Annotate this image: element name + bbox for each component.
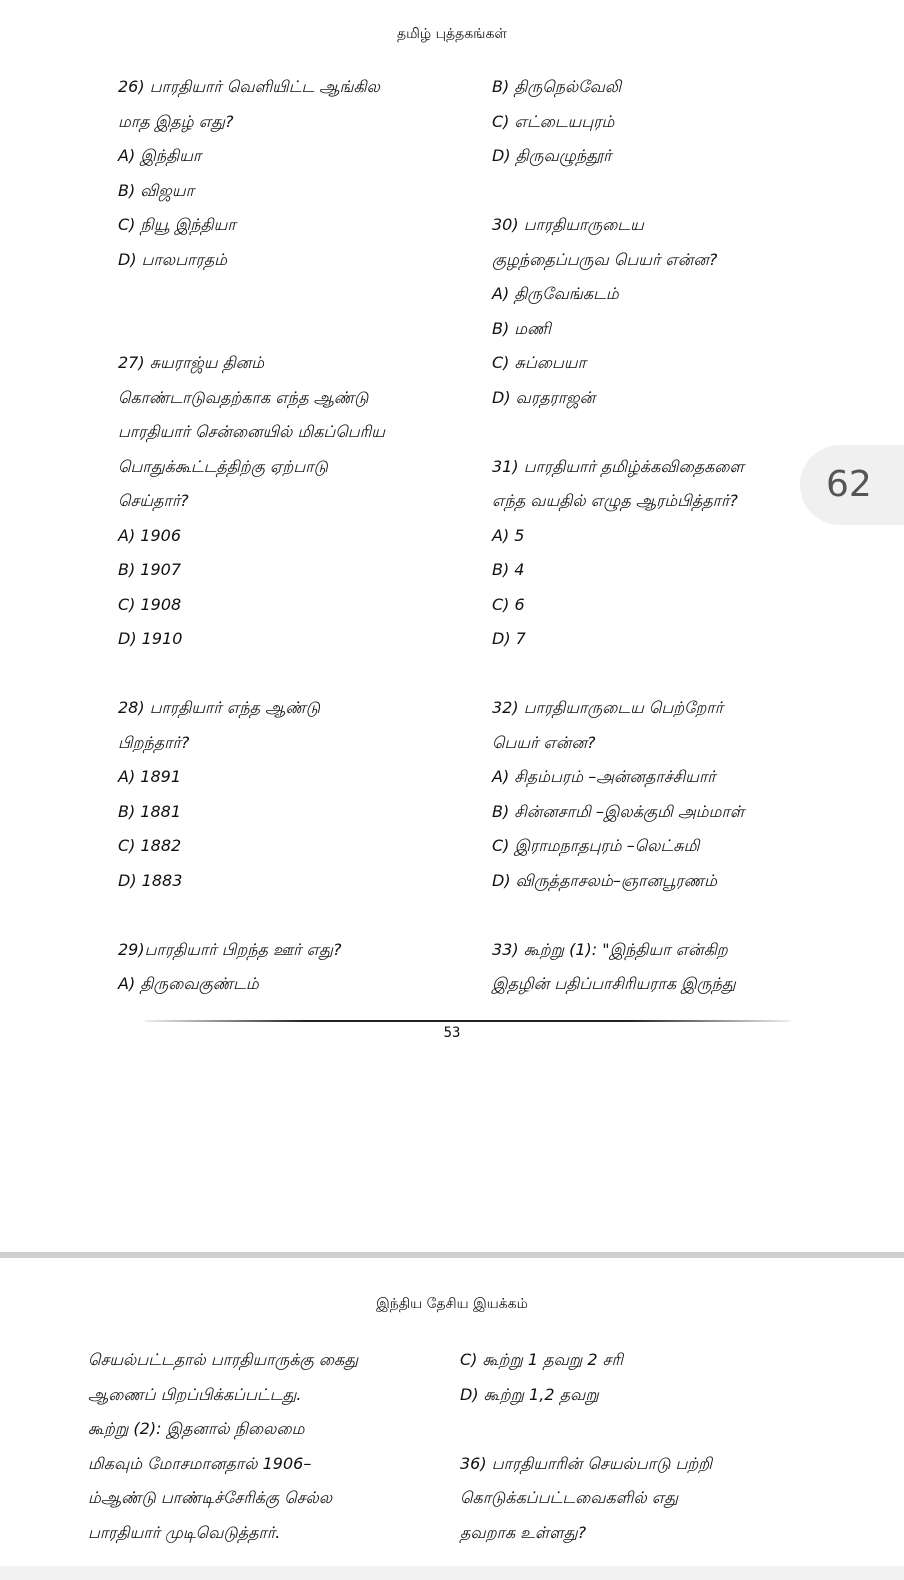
running-header: இந்திய தேசிய இயக்கம் <box>376 1296 528 1312</box>
text-line: C) கூற்று 1 தவறு 2 சரி <box>460 1350 623 1369</box>
text-line: 33) கூற்று (1): "இந்தியா என்கிற <box>492 939 728 959</box>
text-line: C) 1908 <box>118 594 182 614</box>
text-line: D) கூற்று 1,2 தவறு <box>460 1384 599 1404</box>
text-line <box>492 415 744 450</box>
text-line: D) 7 <box>492 629 526 648</box>
text-line: B) 1881 <box>118 801 182 821</box>
text-line: ஆணைப் பிறப்பிக்கப்பட்டது. <box>88 1384 302 1404</box>
text-line: எந்த வயதில் எழுத ஆரம்பித்தார்? <box>492 491 738 510</box>
page-indicator-badge[interactable]: 62 <box>800 445 904 525</box>
text-line: 31) பாரதியார் தமிழ்க்கவிதைகளை <box>492 456 744 476</box>
text-line <box>118 312 385 347</box>
text-line: A) திருவைகுண்டம் <box>118 974 259 993</box>
text-line: கொண்டாடுவதற்காக எந்த ஆண்டு <box>118 387 369 407</box>
running-header: தமிழ் புத்தகங்கள் <box>396 26 508 42</box>
text-line: A) இந்தியா <box>118 146 202 165</box>
text-line: D) பாலபாரதம் <box>118 249 228 269</box>
text-line: பிறந்தார்? <box>118 732 190 752</box>
left-column <box>88 1343 358 1550</box>
text-line: 26) பாரதியார் வெளியிட்ட ஆங்கில <box>118 77 380 96</box>
text-line: D) திருவழுந்தூர் <box>492 146 612 165</box>
text-line: C) 6 <box>492 594 525 614</box>
text-line: மாத இதழ் எது? <box>118 111 234 131</box>
text-line: 29)பாரதியார் பிறந்த ஊர் எது? <box>118 939 342 959</box>
right-column <box>492 70 744 1002</box>
page-number: 53 <box>443 1025 461 1041</box>
text-line: D) வரதராஜன் <box>492 387 596 407</box>
text-line <box>492 174 744 209</box>
text-line: பாரதியார் சென்னையில் மிகப்பெரிய <box>118 422 385 441</box>
text-line: 32) பாரதியாருடைய பெற்றோர் <box>492 698 724 717</box>
text-line: B) மணி <box>492 318 551 338</box>
text-line: செயல்பட்டதால் பாரதியாருக்கு கைது <box>88 1350 359 1369</box>
text-line <box>118 657 385 692</box>
text-line: C) நியூ இந்தியா <box>118 215 236 234</box>
text-line: C) இராமநாதபுரம் –லெட்சுமி <box>492 836 700 855</box>
text-line: இதழின் பதிப்பாசிரியராக இருந்து <box>492 974 736 993</box>
text-line: 28) பாரதியார் எந்த ஆண்டு <box>118 698 320 717</box>
text-line: B) திருநெல்வேலி <box>492 77 622 96</box>
left-column <box>118 70 385 1002</box>
text-line: D) 1883 <box>118 870 183 890</box>
footer-rule <box>145 1020 790 1022</box>
text-line: B) சின்னசாமி –இலக்குமி அம்மாள் <box>492 801 745 821</box>
text-line: பொதுக்கூட்டத்திற்கு ஏற்பாடு <box>118 456 328 476</box>
text-line: செய்தார்? <box>118 491 189 510</box>
text-line: 30) பாரதியாருடைய <box>492 215 644 234</box>
text-line: B) 4 <box>492 560 525 579</box>
text-line: A) 1906 <box>118 525 181 545</box>
text-line <box>460 1412 712 1447</box>
text-line <box>492 657 744 692</box>
text-line <box>492 898 744 933</box>
text-line <box>118 898 385 933</box>
text-line: குழந்தைப்பருவ பெயர் என்ன? <box>492 249 718 269</box>
text-line: பாரதியார் முடிவெடுத்தார். <box>88 1522 281 1542</box>
text-line: 36) பாரதியாரின் செயல்பாடு பற்றி <box>460 1453 713 1473</box>
text-line: B) 1907 <box>118 560 182 579</box>
text-line: C) எட்டையபுரம் <box>492 111 615 131</box>
text-line: C) 1882 <box>118 836 182 855</box>
text-line: D) 1910 <box>118 629 183 648</box>
text-line: பெயர் என்ன? <box>492 732 596 752</box>
text-line: கூற்று (2): இதனால் நிலைமை <box>88 1419 305 1438</box>
text-line: A) திருவேங்கடம் <box>492 284 619 303</box>
text-line: ம்ஆண்டு பாண்டிச்சேரிக்கு செல்ல <box>88 1488 333 1507</box>
document-page-54 <box>0 1258 904 1580</box>
text-line: A) சிதம்பரம் –அன்னதாச்சியார் <box>492 767 716 786</box>
text-line: மிகவும் மோசமானதால் 1906– <box>88 1453 312 1473</box>
text-line: B) விஜயா <box>118 180 194 200</box>
text-line: C) சுப்பையா <box>492 353 586 372</box>
text-line <box>118 277 385 312</box>
right-column <box>460 1343 712 1550</box>
text-line: A) 1891 <box>118 767 181 786</box>
text-line: D) விருத்தாசலம்–ஞானபூரணம் <box>492 870 717 890</box>
text-line: கொடுக்கப்பட்டவைகளில் எது <box>460 1488 679 1507</box>
text-line: A) 5 <box>492 525 525 545</box>
text-line: 27) சுயராஜ்ய தினம் <box>118 353 265 372</box>
text-line: தவறாக உள்ளது? <box>460 1522 587 1542</box>
bottom-bar <box>0 1566 904 1580</box>
